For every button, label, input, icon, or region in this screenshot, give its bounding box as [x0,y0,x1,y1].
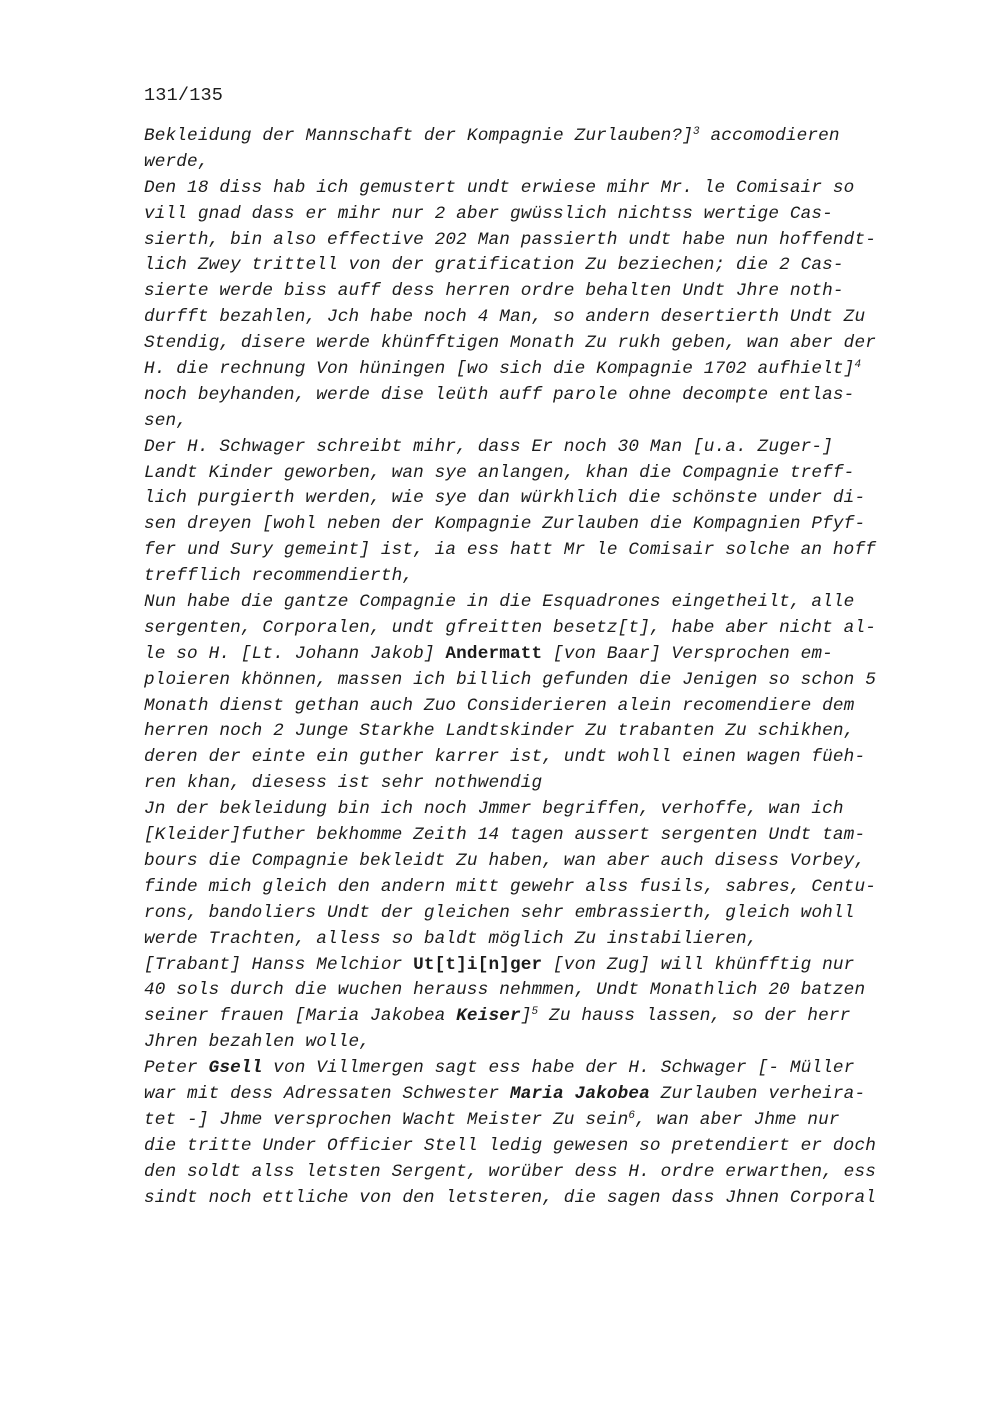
text-segment: sierte werde biss auff dess herren ordre behalten Undt Jhre noth- [144,281,844,302]
text-line [144,486,904,512]
text-line [144,202,904,228]
text-line [144,1134,904,1160]
text-line [144,409,904,435]
text-line [144,719,904,745]
text-line [144,124,904,150]
text-line [144,538,904,564]
text-segment: [von Zug] will khünfftig nur [542,954,855,975]
text-line [144,875,904,901]
text-segment: deren der einte ein guther karrer ist, undt wohll einen wagen füeh- [144,747,866,768]
text-segment: von Villmergen sagt ess habe der H. Schwager [- Müller [262,1058,855,1079]
text-line [144,901,904,927]
footnote-marker: 3 [692,126,700,138]
text-segment: den soldt alss letsten Sergent, worüber dess H. ordre erwarthen, ess [144,1161,876,1182]
text-segment: Stendig, disere werde khünfftigen Monath Zu rukh geben, wan aber der [144,333,876,354]
text-segment: Zu hauss lassen, so der herr [538,1006,851,1027]
text-segment: Der H. Schwager schreibt mihr, dass Er noch 30 Man [u.a. Zuger-] [144,436,833,457]
text-segment: Landt Kinder geworben, wan sye anlangen, khan die Compagnie treff- [144,462,855,483]
text-segment: ren khan, diesess ist sehr nothwendig [144,773,543,794]
text-segment: herren noch 2 Junge Starkhe Landtskinder Zu trabanten Zu schikhen, [144,721,855,742]
text-segment: Bekleidung der Mannschaft der Kompagnie Zurlauben?] [144,126,693,146]
text-line [144,616,904,642]
text-line [144,461,904,487]
text-line [144,927,904,953]
person-name: Gsell [208,1058,263,1079]
person-name: Ut[t]i[n]ger [413,954,543,975]
page-number: 131/135 [144,85,224,106]
text-line [144,512,904,538]
text-line [144,978,904,1004]
text-segment: die tritte Under Officier Stell ledig gewesen so pretendiert er doch [144,1135,876,1156]
text-line [144,435,904,461]
text-segment: le so H. [Lt. Johann Jakob] [144,643,446,664]
text-line [144,253,904,279]
text-line [144,694,904,720]
text-segment: fer und Sury gemeint] ist, ia ess hatt Mr le Comisair solche an hoff [144,540,876,561]
text-segment: accomodieren [699,126,840,146]
text-line [144,1056,904,1082]
text-segment: 40 sols durch die wuchen herauss nehmmen, Undt Monathlich 20 batzen [144,980,866,1001]
text-line [144,642,904,668]
text-segment: sen dreyen [wohl neben der Kompagnie Zurlauben die Kompagnien Pfyf- [144,514,866,535]
text-segment: sierth, bin also effective 202 Man passierth undt habe nun hoffendt- [144,229,876,250]
text-line [144,150,904,176]
text-line [144,745,904,771]
text-line [144,1186,904,1212]
text-segment: [Trabant] Hanss Melchior [144,954,414,975]
text-line [144,1082,904,1108]
person-name: Andermatt [445,643,543,664]
text-line [144,1160,904,1186]
text-line [144,953,904,979]
text-segment: war mit dess Adressaten Schwester [144,1083,510,1104]
text-segment: durfft bezahlen, Jch habe noch 4 Man, so andern desertierth Undt Zu [144,307,866,328]
transcription-body [144,124,904,1211]
text-segment: Jhren bezahlen wolle, [144,1032,371,1053]
text-line [144,228,904,254]
text-segment: sindt noch ettliche von den letsteren, die sagen dass Jhnen Corporal [144,1187,876,1208]
text-segment: ploieren khönnen, massen ich billich gefunden die Jenigen so schon 5 [144,669,876,690]
text-segment: [von Baar] Versprochen em- [542,643,833,664]
text-line [144,357,904,383]
text-segment: H. die rechnung Von hüningen [wo sich die Kompagnie 1702 aufhielt] [144,359,855,380]
text-line [144,771,904,797]
text-segment: sen, [144,410,188,431]
text-segment: Monath dienst gethan auch Zuo Considerieren alein recomendiere dem [144,695,855,716]
text-segment: trefflich recommendierth, [144,566,414,587]
text-segment: werde, [144,151,209,172]
text-segment: bours die Compagnie bekleidt Zu haben, wan aber auch disess Vorbey, [144,850,866,871]
text-segment: [Kleider]futher bekhomme Zeith 14 tagen aussert sergenten Undt tam- [144,825,866,846]
text-segment: noch beyhanden, werde dise leüth auff parole ohne decompte entlas- [144,384,855,405]
text-segment: , wan aber Jhme nur [635,1109,840,1130]
text-line [144,668,904,694]
text-segment: lich purgierth werden, wie sye dan würkhlich die schönste under di- [144,488,866,509]
text-segment: Den 18 diss hab ich gemustert undt erwiese mihr Mr. le Comisair so [144,177,855,198]
text-segment: Jn der bekleidung bin ich noch Jmmer begriffen, verhoffe, wan ich [144,799,844,820]
text-line [144,1108,904,1134]
text-segment: Zurlauben verheira- [649,1083,866,1104]
text-segment: lich Zwey trittell von der gratification Zu beziechen; die 2 Cas- [144,255,844,276]
person-name: Maria Jakobea [509,1083,650,1104]
text-line [144,305,904,331]
text-segment: Nun habe die gantze Compagnie in die Esquadrones eingetheilt, alle [144,592,855,613]
text-line [144,849,904,875]
text-line [144,279,904,305]
footnote-marker: 5 [531,1006,539,1019]
text-segment: ] [520,1006,532,1027]
text-line [144,1004,904,1030]
text-segment: werde Trachten, alless so baldt möglich Zu instabilieren, [144,928,758,949]
text-segment: rons, bandoliers Undt der gleichen sehr embrassierth, gleich wohll [144,902,855,923]
text-line [144,176,904,202]
text-segment: tet -] Jhme versprochen Wacht Meister Zu sein [144,1109,629,1130]
text-segment: vill gnad dass er mihr nur 2 aber gwüsslich nichtss wertige Cas- [144,203,833,224]
footnote-marker: 6 [628,1109,636,1122]
text-segment: sergenten, Corporalen, undt gfreitten besetz[t], habe aber nicht al- [144,617,876,638]
text-segment: finde mich gleich den andern mitt gewehr alss fusils, sabres, Centu- [144,876,876,897]
text-segment: Peter [144,1058,209,1079]
text-line [144,383,904,409]
text-line [144,564,904,590]
text-line [144,590,904,616]
person-name: Keiser [456,1006,521,1027]
text-segment: seiner frauen [Maria Jakobea [144,1006,457,1027]
footnote-marker: 4 [854,359,862,372]
text-line [144,331,904,357]
text-line [144,1030,904,1056]
text-line [144,797,904,823]
text-line [144,823,904,849]
